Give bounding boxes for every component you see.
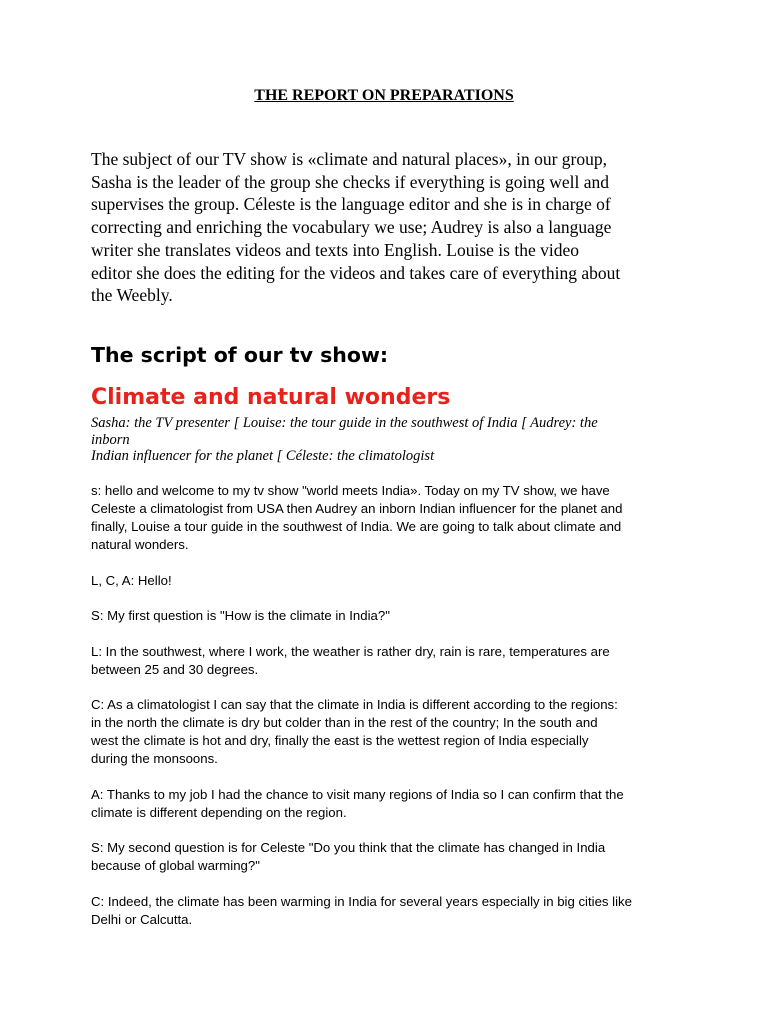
cast-line: Indian influencer for the planet [ Céleste: the climatologist [91,448,435,464]
dialogue-line: during the monsoons. [91,751,218,766]
intro-line: the Weebly. [91,285,173,306]
dialogue-line: natural wonders. [91,537,189,552]
dialogue-line: in the north the climate is dry but colder than in the rest of the country; In the south and [91,715,598,730]
dialogue-line: A: Thanks to my job I had the chance to visit many regions of India so I can confirm that the [91,786,624,802]
dialogue-paragraph [91,696,691,768]
intro-line: editor she does the editing for the videos and takes care of everything about [91,262,621,283]
intro-line: Sasha is the leader of the group she checks if everything is going well and [91,171,610,192]
dialogue-paragraph [91,607,691,625]
cast-line: Sasha: the TV presenter [ Louise: the tour guide in the southwest of India [ Audrey: the [91,415,598,431]
dialogue-paragraph [91,572,691,590]
script-heading: The script of our tv show: [91,343,389,367]
dialogue-line: s: hello and welcome to my tv show "world meets India». Today on my TV show, we have [91,483,610,498]
intro-line: supervises the group. Céleste is the language editor and she is in charge of [91,194,611,215]
intro-line: The subject of our TV show is «climate and natural places», in our group, [91,149,607,169]
dialogue-line: between 25 and 30 degrees. [91,661,259,677]
document-title: THE REPORT ON PREPARATIONS [254,87,514,104]
intro-line: writer she translates videos and texts into English. Louise is the video [91,239,579,260]
dialogue-paragraph [91,786,691,822]
dialogue-line: climate is different depending on the region. [91,804,347,820]
show-title: Climate and natural wonders [91,385,451,410]
dialogue-line: S: My second question is for Celeste "Do you think that the climate has changed in India [91,840,606,855]
dialogue-line: S: My first question is "How is the climate in India?" [91,608,390,623]
cast-line: inborn [91,431,130,448]
dialogue-line: finally, Louise a tour guide in the southwest of India. We are going to talk about climate and [91,519,622,534]
dialogue-line: Celeste a climatologist from USA then Audrey an inborn Indian influencer for the planet and [91,501,623,516]
dialogue-line: C: Indeed, the climate has been warming in India for several years especially in big cities like [91,893,632,909]
cast-list [91,415,691,465]
dialogue-paragraph [91,643,691,679]
dialogue-line: L: In the southwest, where I work, the weather is rather dry, rain is rare, temperatures are [91,643,610,659]
dialogue-line: Delhi or Calcutta. [91,911,193,927]
dialogue-paragraph [91,839,691,875]
dialogue-paragraph [91,482,691,554]
intro-line: correcting and enriching the vocabulary we use; Audrey is also a language [91,217,612,238]
dialogue-line: because of global warming?" [91,858,260,873]
dialogue-line: L, C, A: Hello! [91,572,172,588]
dialogue-line: west the climate is hot and dry, finally the east is the wettest region of India especially [91,733,589,748]
dialogue-line: C: As a climatologist I can say that the climate in India is different according to the regions: [91,697,618,712]
dialogue-section [91,482,691,946]
dialogue-paragraph [91,893,691,929]
intro-paragraph [91,148,691,307]
